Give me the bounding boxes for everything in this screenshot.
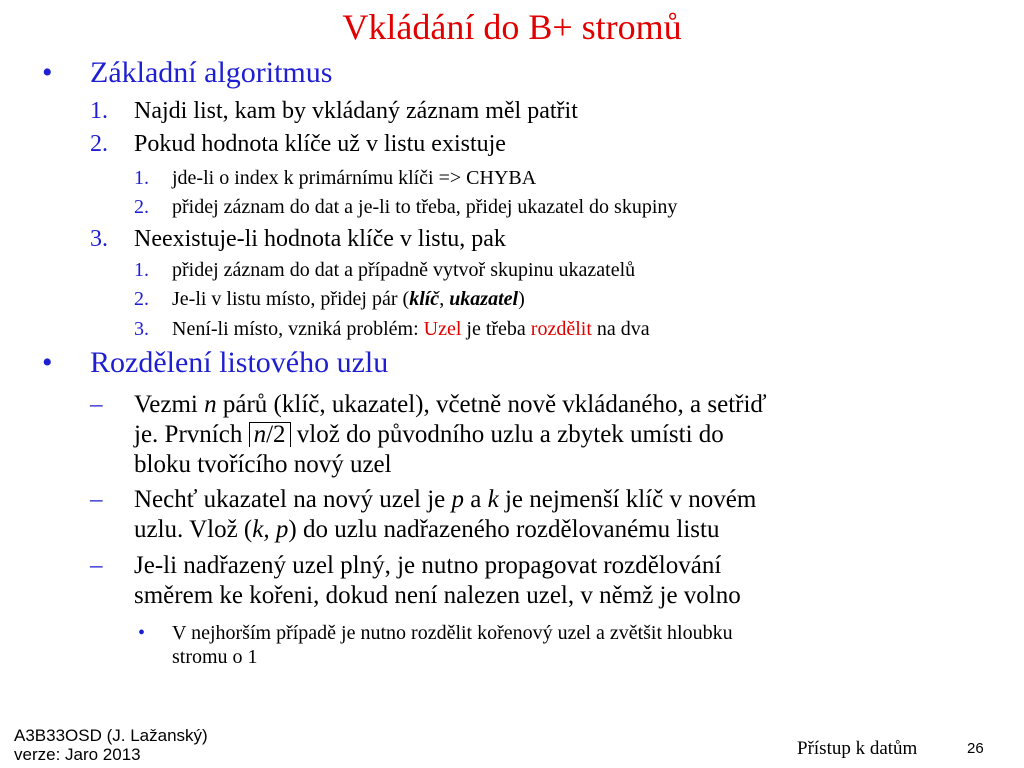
item-number: 1. <box>90 98 108 124</box>
item-number: 2. <box>134 288 149 310</box>
item-number: 2. <box>134 196 149 218</box>
dash-marker: – <box>90 391 103 418</box>
item-number: 1. <box>134 259 149 281</box>
footer-course-info <box>14 726 208 764</box>
item-text: Neexistuje-li hodnota klíče v listu, pak <box>134 226 506 252</box>
item-number: 1. <box>134 167 149 189</box>
dash-line: bloku tvořícího nový uzel <box>134 451 392 478</box>
ceiling-symbol: n/2 <box>249 422 291 447</box>
item-text: Najdi list, kam by vkládaný záznam měl patřit <box>134 98 578 124</box>
pointer-term: ukazatel <box>449 288 519 310</box>
section2-heading: Rozdělení listového uzlu <box>90 346 389 379</box>
bullet-icon: • <box>42 346 53 379</box>
item-text: přidej záznam do dat a je-li to třeba, přidej ukazatel do skupiny <box>172 196 678 218</box>
section-heading-leaf-split <box>42 346 389 380</box>
item-text: přidej záznam do dat a případně vytvoř skupinu ukazatelů <box>172 259 636 281</box>
section1-heading: Základní algoritmus <box>90 56 333 89</box>
dash-line: Vezmi n párů (klíč, ukazatel), včetně nově vkládaného, a setřiď <box>134 391 767 418</box>
footer-topic: Přístup k datům <box>797 738 918 759</box>
item-text: Není-li místo, vzniká problém: Uzel je třeba rozdělit na dva <box>172 318 650 340</box>
dash-line: Je-li nadřazený uzel plný, je nutno propagovat rozdělování <box>134 552 722 579</box>
slide-title: Vkládání do B+ stromů <box>342 7 682 47</box>
dash-line: směrem ke kořeni, dokud není nalezen uzel, v němž je volno <box>134 582 741 609</box>
item-text: jde-li o index k primárnímu klíči => CHYBA <box>172 167 537 189</box>
course-line: A3B33OSD (J. Lažanský) <box>14 726 208 745</box>
dash-line: Nechť ukazatel na nový uzel je p a k je nejmenší klíč v novém <box>134 486 757 513</box>
highlight-node: Uzel <box>423 318 462 340</box>
highlight-split: rozdělit <box>530 318 592 340</box>
section-heading-basic-algorithm <box>42 56 333 90</box>
item-number: 2. <box>90 131 108 157</box>
item-number: 3. <box>90 226 108 252</box>
dash-line: je. Prvních n/2 vlož do původního uzlu a zbytek umísti do <box>134 421 724 448</box>
dash-line: uzlu. Vlož (k, p) do uzlu nadřazeného rozdělovanému listu <box>134 516 720 543</box>
bullet-icon: • <box>42 56 53 89</box>
item-number: 3. <box>134 318 149 340</box>
item-text: Je-li v listu místo, přidej pár (klíč, ukazatel) <box>172 288 525 310</box>
key-term: klíč <box>409 288 440 310</box>
dash-marker: – <box>90 552 103 579</box>
dash-marker: – <box>90 486 103 513</box>
page-number: 26 <box>967 740 984 757</box>
bullet-icon: • <box>138 622 146 644</box>
item-text: Pokud hodnota klíče už v listu existuje <box>134 131 506 157</box>
version-line: verze: Jaro 2013 <box>14 745 141 764</box>
